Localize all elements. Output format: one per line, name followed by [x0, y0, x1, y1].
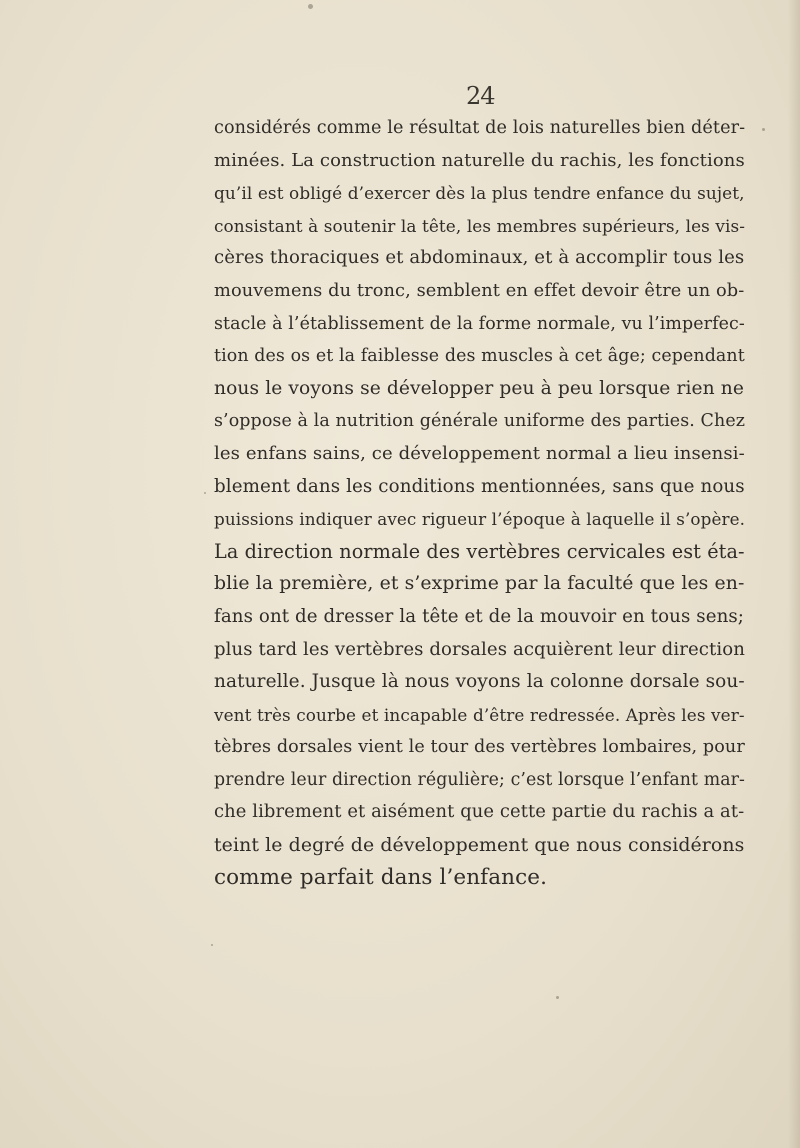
text-line: puissions indiquer avec rigueur l’époque à laquelle il s’opère.	[214, 509, 746, 530]
text-line: che librement et aisément que cette partie du rachis a at-	[214, 801, 745, 823]
text-line: prendre leur direction régulière; c’est lorsque l’enfant mar-	[214, 769, 746, 790]
paper-speck	[762, 128, 765, 131]
text-line: tèbres dorsales vient le tour des vertèbres lombaires, pour	[214, 737, 745, 758]
text-line: minées. La construction naturelle du rachis, les fonctions	[214, 149, 745, 171]
text-line: cères thoraciques et abdominaux, et à accomplir tous les	[214, 247, 745, 269]
text-line: tion des os et la faiblesse des muscles à cet âge; cependant	[214, 346, 745, 367]
paper-speck	[211, 944, 213, 946]
text-line: plus tard les vertèbres dorsales acquièrent leur direction	[214, 638, 745, 660]
text-line: teint le degré de développement que nous considérons	[214, 834, 745, 857]
text-line: comme parfait dans l’enfance.	[214, 864, 548, 890]
text-line: qu’il est obligé d’exercer dès la plus tendre enfance du sujet,	[214, 183, 745, 204]
text-line: La direction normale des vertèbres cervicales est éta-	[214, 539, 745, 563]
text-line: vent très courbe et incapable d’être redressée. Après les ver-	[214, 704, 745, 725]
paper-speck	[308, 4, 313, 9]
text-line: fans ont de dresser la tête et de la mouvoir en tous sens;	[214, 605, 745, 627]
text-line: blie la première, et s’exprime par la faculté que les en-	[214, 573, 745, 595]
text-line: mouvemens du tronc, semblent en effet devoir être un ob-	[214, 280, 745, 301]
text-line: blement dans les conditions mentionnées, sans que nous	[214, 475, 745, 497]
text-line: stacle à l’établissement de la forme normale, vu l’imperfec-	[214, 313, 745, 334]
text-line: consistant à soutenir la tête, les membres supérieurs, les vis-	[214, 215, 746, 236]
text-line: s’oppose à la nutrition générale uniforme des parties. Chez	[214, 411, 746, 432]
page-number: 24	[466, 82, 495, 110]
text-line: considérés comme le résultat de lois naturelles bien déter-	[214, 118, 746, 138]
text-line: les enfans sains, ce développement normal a lieu insensi-	[214, 442, 745, 464]
text-line: nous le voyons se développer peu à peu lorsque rien ne	[214, 377, 744, 399]
paper-speck	[556, 996, 559, 999]
body-text	[214, 112, 744, 894]
page-edge-shadow	[788, 0, 800, 1148]
text-line: naturelle. Jusque là nous voyons la colonne dorsale sou-	[214, 671, 745, 693]
paper-speck	[204, 492, 206, 494]
